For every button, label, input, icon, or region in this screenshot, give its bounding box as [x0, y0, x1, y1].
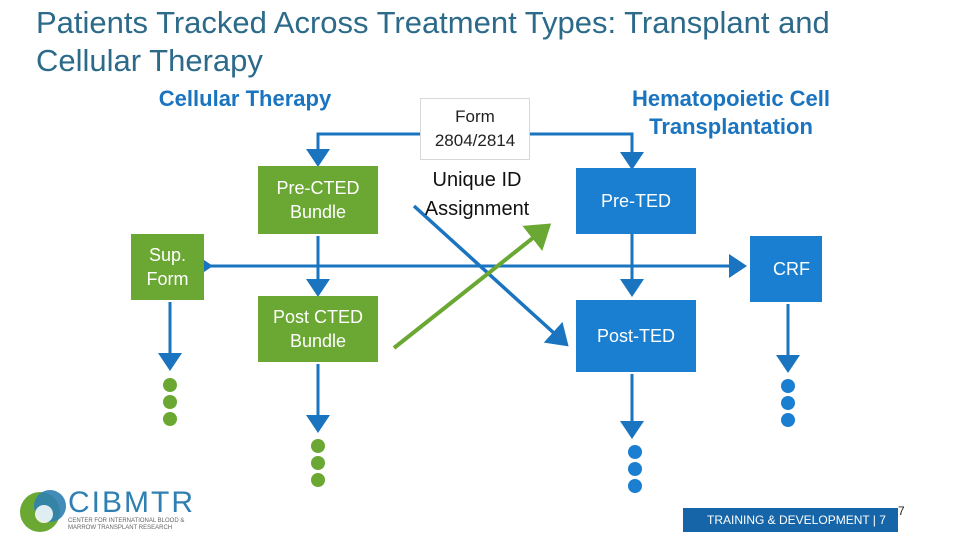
footer-bar: TRAINING & DEVELOPMENT | 7	[683, 508, 898, 532]
page-title: Patients Tracked Across Treatment Types: Transplant and Cellular Therapy	[36, 5, 830, 78]
cibmtr-logo-subtitle: CENTER FOR INTERNATIONAL BLOOD & MARROW TRANSPLANT RESEARCH	[68, 518, 185, 531]
pre-ted-box: Pre-TED	[576, 168, 696, 234]
post-cted-bundle-box: Post CTED Bundle	[258, 296, 378, 362]
pre-cted-bundle-box: Pre-CTED Bundle	[258, 166, 378, 234]
cellular-therapy-label: Cellular Therapy	[158, 86, 332, 111]
page-number: 7	[898, 504, 905, 518]
form-2804-2814-box: Form 2804/2814	[420, 98, 530, 160]
sup-form-followup-dots	[163, 378, 177, 426]
post-cted-to-uid-arrow	[394, 226, 548, 348]
cibmtr-logo-text: CIBMTR	[68, 486, 195, 519]
hct-label: Hematopoietic Cell Transplantation	[631, 86, 831, 139]
post-ted-followup-dots	[628, 445, 642, 493]
uid-to-post-ted-arrow	[414, 206, 566, 344]
post-cted-followup-dots	[311, 439, 325, 487]
sup-form-box: Sup. Form	[131, 234, 204, 300]
crf-box: CRF	[750, 236, 822, 302]
post-ted-box: Post-TED	[576, 300, 696, 372]
crf-followup-dots	[781, 379, 795, 427]
unique-id-assignment: Unique ID Assignment	[424, 169, 530, 220]
